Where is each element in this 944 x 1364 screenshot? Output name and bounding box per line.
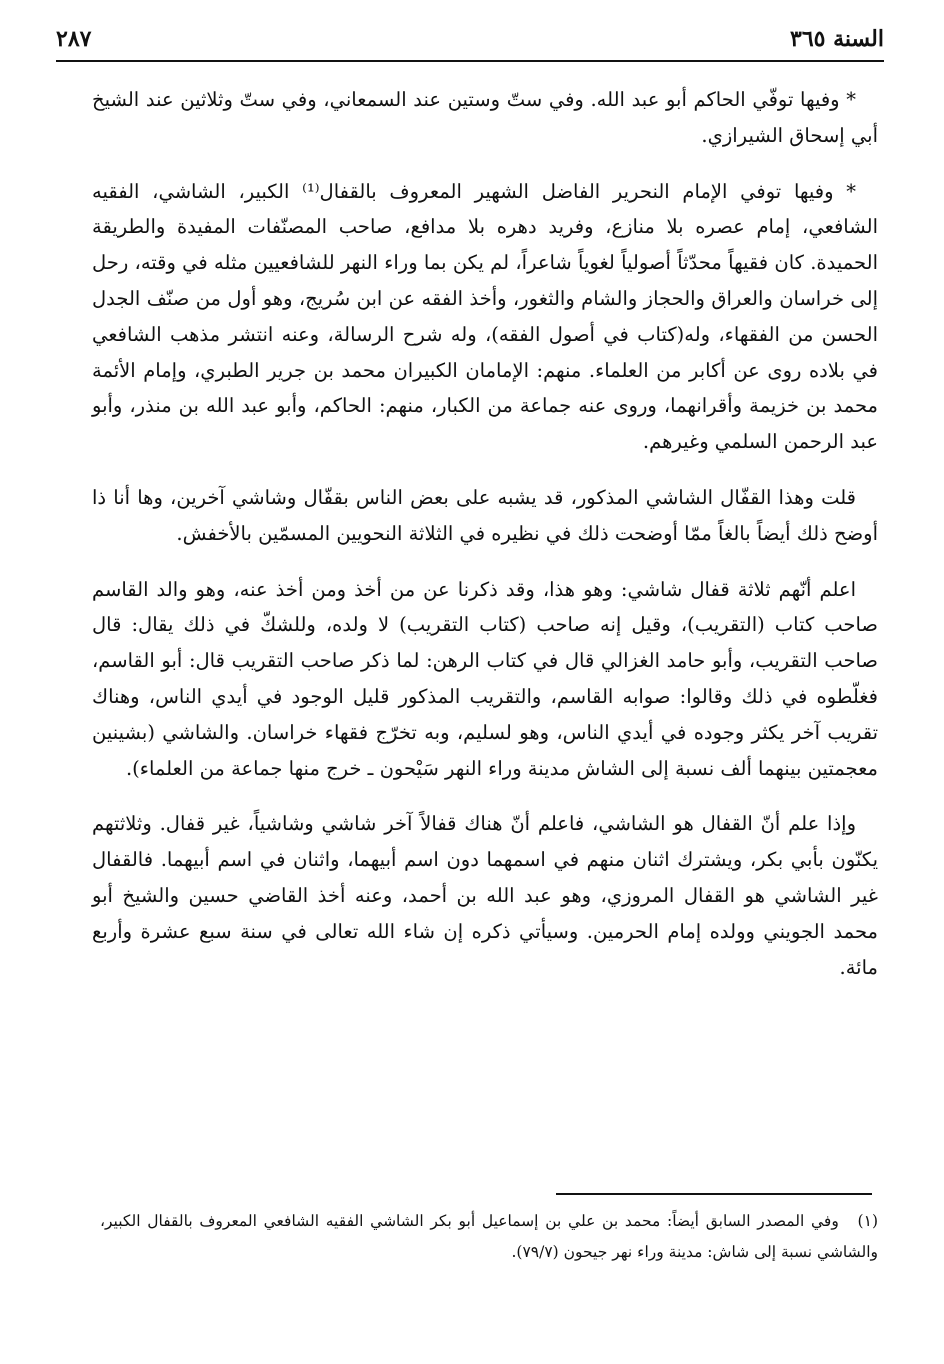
paragraph-qaffal-biography: * وفيها توفي الإمام النحرير الفاضل الشهير المعروف بالقفال⁽¹⁾ الكبير، الشاشي، الفقيه الشافعي، إمام عصره بلا منازع، وفريد دهره بلا مدافع، صاحب المصنّفات المفيدة والطريقة الحميدة. كان فقيهاً محدّثاً أصولياً لغوياً شاعراً، لم يكن بما وراء النهر للشافعيين مثله في وقته، رحل إلى خراسان والعراق والحجاز والشام والثغور، وأخذ الفقه عن ابن سُريج، وهو أول من صنّف الجدل الحسن من الفقهاء، وله(كتاب في أصول الفقه)، وله شرح الرسالة، وعنه انتشر مذهب الشافعي في بلاده روى عن أكابر من العلماء. منهم: الإمامان الكبيران محمد بن جرير الطبري، وإمام الأئمة محمد بن خزيمة وأقرانهما، وروى عنه جماعة من الكبار، منهم: الحاكم، وأبو عبد الله بن منذر، وأبو عبد الرحمن السلمي وغيرهم.	[92, 179, 878, 454]
running-title: السنة ٣٦٥	[790, 26, 884, 52]
paragraph-marwazi: وإذا علم أنّ القفال هو الشاشي، فاعلم أنّ هناك قفالاً آخر شاشي وشاشياً، غير قفال. وثلاثتهم يكنّون بأبي بكر، ويشترك اثنان منهم في اسمهما دون اسم أبيهما، واثنان في اسم أبيهما. فالقفال غير الشاشي هو القفال المروزي، وهو عبد الله بن أحمد، وعنه أخذ القاضي حسين والشيخ أبو محمد الجويني وولده إمام الحرمين. وسيأتي ذكره إن شاء الله تعالى في سنة سبع عشرة وأربع مائة.	[92, 812, 878, 979]
paragraph-clarification: قلت وهذا القفّال الشاشي المذكور، قد يشبه على بعض الناس بقفّال وشاشي آخرين، وها أنا ذا أوضح ذلك أيضاً بالغاً ممّا أوضحت ذلك في نظيره في الثلاثة النحويين المسمّين بالأخفش.	[92, 485, 878, 545]
footnote-text: وفي المصدر السابق أيضاً: محمد بن علي بن إسماعيل أبو بكر الشاشي الفقيه الشافعي المعروف بالقفال الكبير، والشاشي نسبة إلى شاش: مدينة وراء نهر جيحون (٧٩/٧).	[100, 1212, 878, 1261]
paragraph-three-qaffals: اعلم أنّهم ثلاثة قفال شاشي: وهو هذا، وقد ذكرنا عن من أخذ ومن أخذ عنه، وهو والد القاسم صاحب كتاب (التقريب)، وقيل إنه صاحب (كتاب التقريب) لا ولده، وللشكّ في ذلك يقال: قال صاحب التقريب، وأبو حامد الغزالي قال في كتاب الرهن: لما ذكر صاحب التقريب قال: أبو القاسم، فغلّطوه في ذلك وقالوا: صوابه القاسم، والتقريب المذكور قليل الوجود في أيدي الناس، وهناك تقريب آخر يكثر وجوده في أيدي الناس، وهو لسليم، وبه تخرّج فقهاء خراسان. والشاشي (بشينين معجمتين بينهما ألف نسبة إلى الشاش مدينة وراء النهر سَيْحون ـ خرج منها جماعة من العلماء).	[92, 577, 878, 780]
footnote-divider	[556, 1193, 872, 1195]
page-header	[56, 26, 884, 62]
footnote-mark: (١)	[857, 1212, 878, 1230]
paragraph-hakim-death: * وفيها توفّي الحاكم أبو عبد الله. وفي ستّ وستين عند السمعاني، وفي ستّ وثلاثين عند الشيخ أبي إسحاق الشيرازي.	[92, 88, 878, 147]
main-text	[92, 82, 878, 1005]
page-number: ٢٨٧	[56, 26, 92, 52]
footnote	[100, 1206, 878, 1268]
